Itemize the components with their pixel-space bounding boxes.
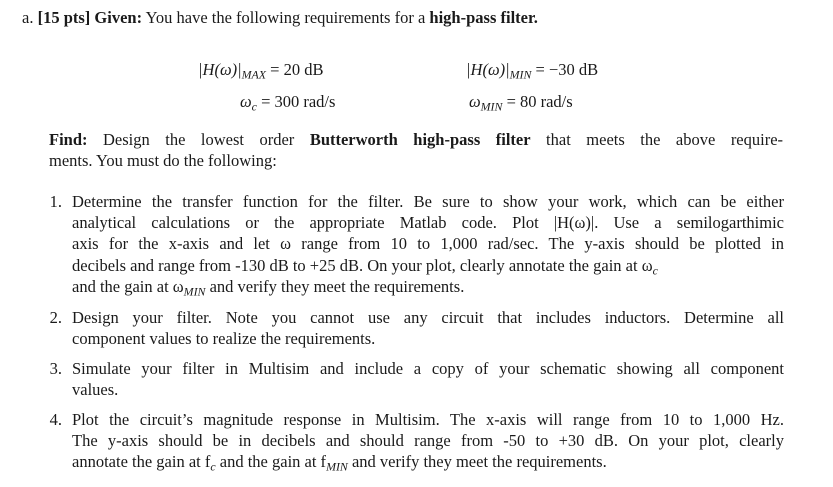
wmin-lhs: ω <box>469 92 481 111</box>
find-line-2 <box>49 151 277 171</box>
task-4-number: 4. <box>49 410 62 429</box>
find-label: Find: <box>49 130 88 149</box>
task-1-line-1: Determine the transfer function for the filter. Be sure to show your work, which can be either <box>72 192 784 211</box>
task-4-line-1: Plot the circuit’s magnitude response in Multisim. The x-axis will range from 10 to 1,000 Hz. <box>72 410 784 429</box>
task-1-line-5-sub: MIN <box>183 284 206 299</box>
task-2-number: 2. <box>49 308 62 327</box>
task-1-line-5-tail: and verify they meet the requirements. <box>209 277 465 296</box>
problem-header <box>22 8 538 28</box>
task-3-line-1: Simulate your filter in Multisim and include a copy of your schematic showing all component <box>72 359 784 378</box>
task-4-line-3-text-a: annotate the gain at f <box>72 452 211 471</box>
wc-sub: c <box>251 99 257 114</box>
hmin-sub: MIN <box>509 67 532 82</box>
given-label: Given: <box>94 8 143 27</box>
task-4-line-3-tail: and verify they meet the requirements. <box>351 452 607 471</box>
task-1-line-4-sub: c <box>652 263 658 278</box>
task-3-line-2: values. <box>72 380 119 399</box>
wmin-rhs: = 80 rad/s <box>506 92 573 111</box>
find-line-2-text: ments. You must do the following: <box>49 151 277 170</box>
find-text-2: that meets the above require- <box>546 130 784 149</box>
task-1-line-5-text: and the gain at ω <box>72 277 184 296</box>
points-label: [15 pts] <box>37 8 91 27</box>
find-line-1 <box>49 130 783 150</box>
task-2-line-1: Design your filter. Note you cannot use any circuit that includes inductors. Determine all <box>72 308 784 327</box>
task-1-number: 1. <box>49 192 62 211</box>
wc-rhs: = 300 rad/s <box>261 92 336 111</box>
task-4-line-3 <box>72 452 607 472</box>
task-3-number: 3. <box>49 359 62 378</box>
hmax-rhs: = 20 dB <box>270 60 324 79</box>
hmax-lhs: |H(ω)| <box>198 60 242 79</box>
task-2-line-2: component values to realize the requirements. <box>72 329 376 348</box>
hmin-lhs: |H(ω)| <box>466 60 510 79</box>
req-hmax <box>198 60 323 80</box>
task-1-line-5 <box>72 277 464 297</box>
find-bold-text: Butterworth high-pass filter <box>309 130 531 149</box>
hmin-rhs: = −30 dB <box>535 60 599 79</box>
wmin-sub: MIN <box>480 99 503 114</box>
task-1-line-2: analytical calculations or the appropriate Matlab code. Plot |H(ω)|. Use a semilogarthimic <box>72 213 784 232</box>
task-4-line-3-text-b: and the gain at f <box>219 452 327 471</box>
wc-lhs: ω <box>240 92 252 111</box>
task-1-line-3: axis for the x-axis and let ω range from 10 to 1,000 rad/sec. The y-axis should be plotted in <box>72 234 784 253</box>
given-text: You have the following requirements for a <box>145 8 426 27</box>
part-label: a. <box>22 8 34 27</box>
task-4-line-3-sub-c: c <box>210 459 216 474</box>
req-wmin <box>469 92 573 112</box>
hmax-sub: MAX <box>241 67 267 82</box>
task-4-line-3-sub-min: MIN <box>326 459 348 474</box>
task-1-line-4 <box>72 256 658 276</box>
task-4-line-2: The y-axis should be in decibels and should range from -50 to +30 dB. On your plot, clearly <box>72 431 784 450</box>
filter-type: high-pass filter. <box>429 8 538 27</box>
find-text-1: Design the lowest order <box>103 130 295 149</box>
req-hmin <box>466 60 598 80</box>
task-1-line-4-text: decibels and range from -130 dB to +25 dB. On your plot, clearly annotate the gain at ω <box>72 256 653 275</box>
req-wc <box>240 92 335 112</box>
